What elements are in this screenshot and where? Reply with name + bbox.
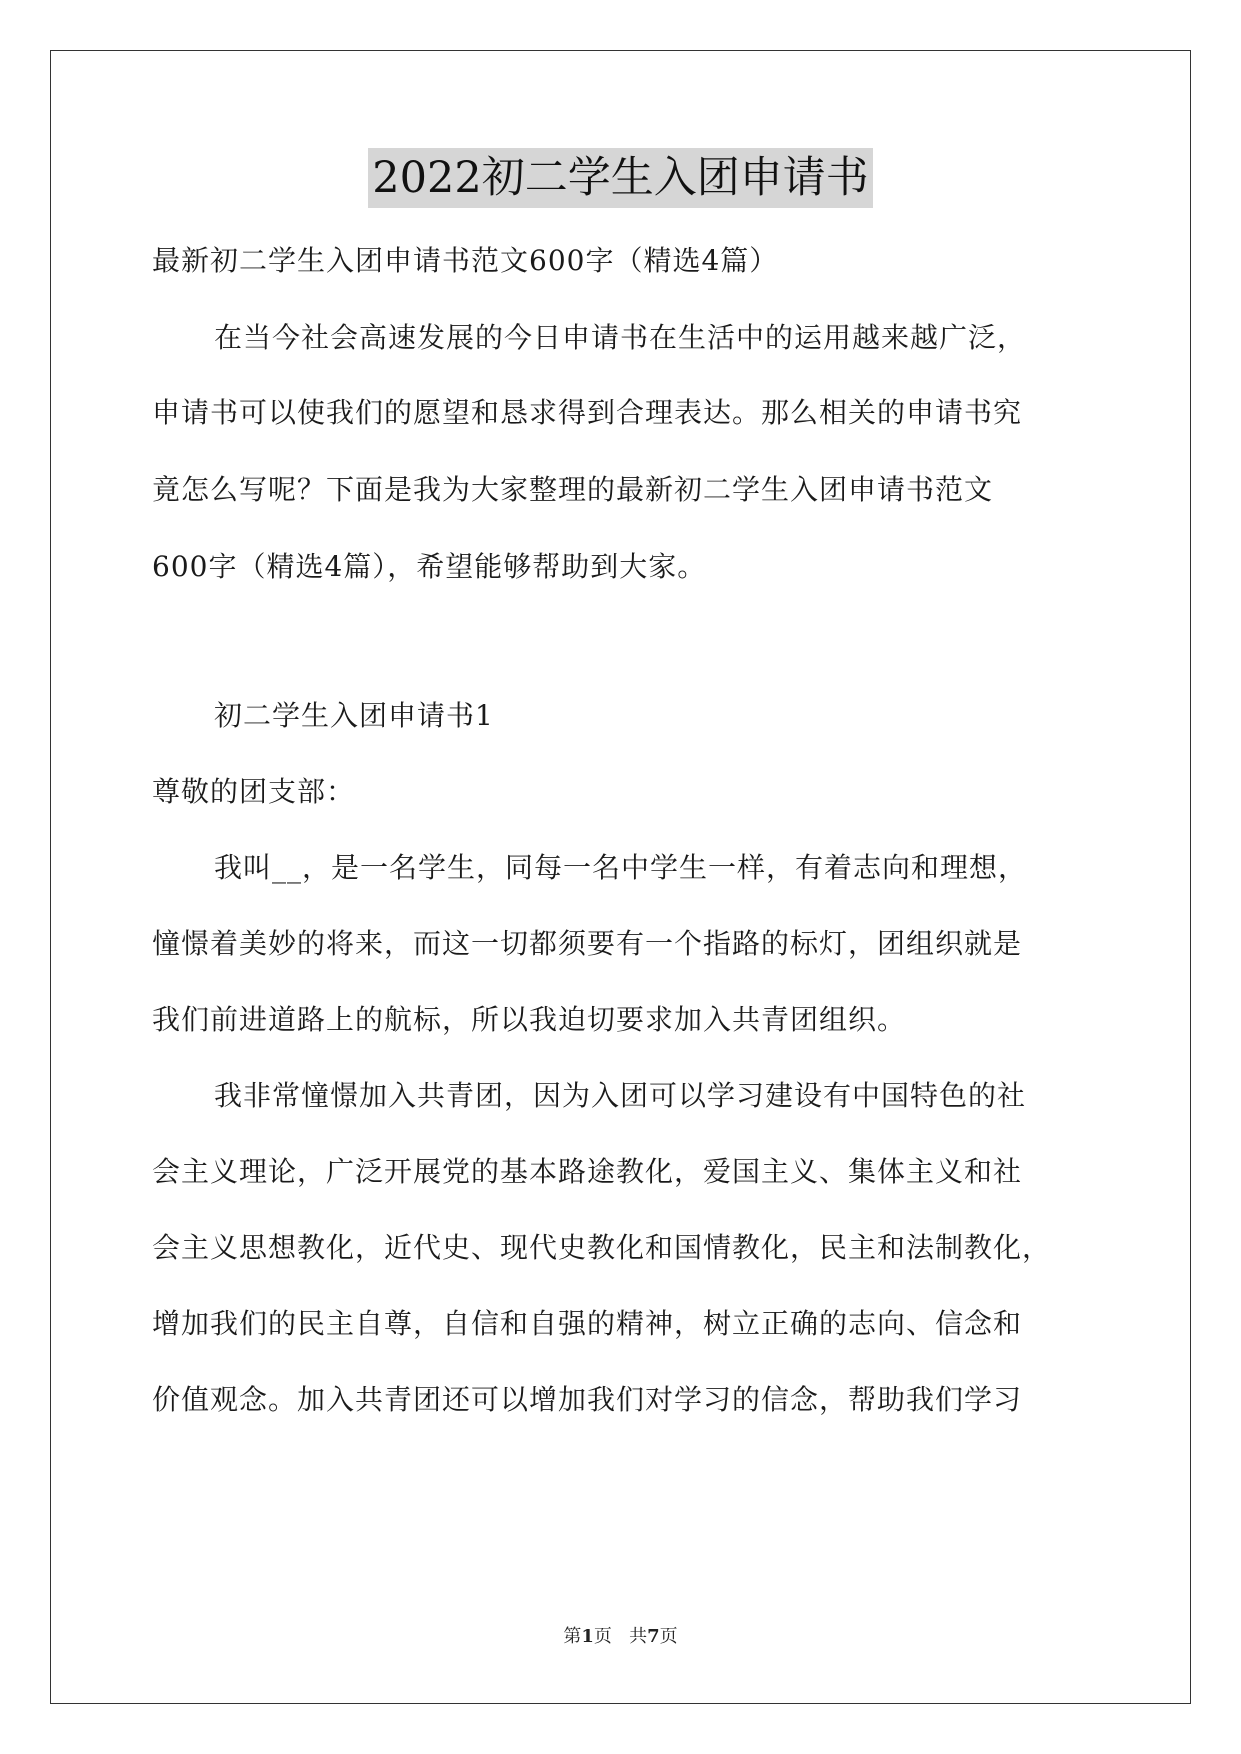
paragraph-line: 会主义理论，广泛开展党的基本路途教化，爱国主义、集体主义和社	[152, 1155, 1023, 1188]
paragraph-line: 申请书可以使我们的愿望和恳求得到合理表达。那么相关的申请书究	[152, 396, 1023, 429]
footer-page-suffix: 页	[593, 1626, 612, 1647]
paragraph-line: 会主义思想教化，近代史、现代史教化和国情教化，民主和法制教化，	[152, 1231, 1052, 1264]
paragraph-line: 600字（精选4篇），希望能够帮助到大家。	[152, 550, 707, 583]
footer-total-pages: 7	[647, 1626, 660, 1647]
paragraph-line: 我非常憧憬加入共青团，因为入团可以学习建设有中国特色的社	[214, 1079, 1027, 1112]
paragraph-line: 价值观念。加入共青团还可以增加我们对学习的信念，帮助我们学习	[152, 1383, 1023, 1416]
paragraph-line: 我叫__，是一名学生，同每一名中学生一样，有着志向和理想，	[214, 851, 1028, 884]
paragraph-line: 在当今社会高速发展的今日申请书在生活中的运用越来越广泛，	[214, 321, 1027, 354]
subtitle-line: 最新初二学生入团申请书范文600字（精选4篇）	[152, 244, 779, 277]
document-title: 2022初二学生入团申请书	[368, 148, 872, 208]
paragraph-line: 我们前进道路上的航标，所以我迫切要求加入共青团组织。	[152, 1003, 907, 1036]
paragraph-line: 憧憬着美妙的将来，而这一切都须要有一个指路的标灯，团组织就是	[152, 927, 1023, 960]
section-heading: 初二学生入团申请书1	[214, 699, 494, 732]
footer-total-suffix: 页	[659, 1626, 678, 1647]
footer-prefix: 第	[563, 1626, 582, 1647]
paragraph-line: 竟怎么写呢？下面是我为大家整理的最新初二学生入团申请书范文	[152, 473, 994, 506]
footer-page-number: 1	[581, 1626, 594, 1647]
title-container	[0, 148, 1241, 208]
footer-total-prefix: 共	[629, 1626, 648, 1647]
paragraph-line: 增加我们的民主自尊，自信和自强的精神，树立正确的志向、信念和	[152, 1307, 1023, 1340]
salutation-line: 尊敬的团支部：	[152, 775, 356, 808]
page-footer	[0, 1625, 1241, 1649]
